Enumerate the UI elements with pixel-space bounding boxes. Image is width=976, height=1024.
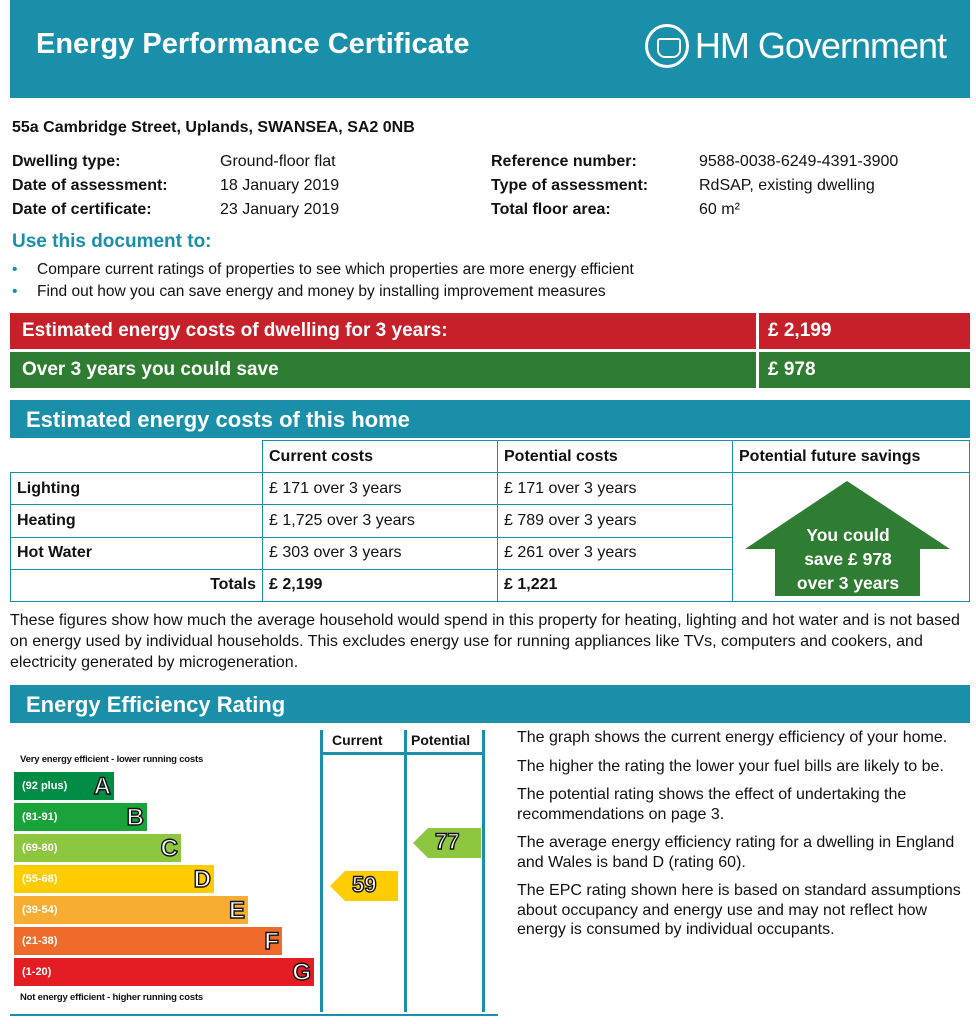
detail-row-floor-area: [491, 198, 898, 222]
list-item: • Find out how you can save energy and money by installing improvement measures: [12, 281, 634, 303]
table-row: [11, 473, 970, 505]
future-savings-cell: [733, 473, 970, 602]
potential-saving-banner: [10, 352, 970, 388]
detail-label: Total floor area:: [491, 201, 611, 218]
detail-value: 60 m²: [699, 201, 740, 218]
detail-label: Type of assessment:: [491, 177, 649, 194]
current-rating-marker: [330, 871, 398, 901]
column-header-divider: [320, 752, 484, 755]
rating-note: The potential rating shows the effect of undertaking the recommendations on page 3.: [517, 786, 907, 823]
potential-saving-label: Over 3 years you could save: [22, 359, 279, 380]
detail-label: Dwelling type:: [12, 153, 121, 170]
column-divider: [482, 730, 485, 1012]
savings-line: You could: [806, 525, 890, 546]
potential-column-header: Potential: [411, 732, 471, 748]
property-address: 55a Cambridge Street, Uplands, SWANSEA, SA2 0NB: [12, 119, 415, 136]
column-header-potential: Potential costs: [498, 441, 733, 473]
totals-label: Totals: [11, 569, 263, 601]
divider: [756, 352, 759, 388]
hm-government-logo: [645, 24, 946, 68]
band-letter: G: [292, 959, 311, 986]
detail-value: 18 January 2019: [220, 177, 340, 194]
band-f: [14, 927, 282, 955]
use-document-list: [12, 259, 634, 303]
band-range: (39-54): [22, 904, 58, 916]
current-cost-cell: £ 171 over 3 years: [263, 473, 498, 505]
table-corner: [11, 441, 263, 473]
detail-label: Date of certificate:: [12, 201, 152, 218]
potential-rating-value: 77: [435, 829, 460, 854]
estimated-cost-banner: [10, 313, 970, 349]
band-letter: F: [264, 928, 279, 955]
rating-note: The EPC rating shown here is based on standard assumptions about occupancy and energy use and may not reflect how energy is consumed by individual occupants.: [517, 882, 961, 938]
band-range: (69-80): [22, 842, 58, 854]
estimated-cost-value: £ 2,199: [768, 320, 832, 341]
current-cost-cell: £ 303 over 3 years: [263, 537, 498, 569]
band-g: [14, 958, 314, 986]
potential-saving-value: £ 978: [768, 359, 816, 380]
column-divider: [404, 730, 407, 1012]
rating-note: The average energy efficiency rating for a dwelling in England and Wales is band D (rating 60).: [517, 834, 955, 871]
detail-label: Reference number:: [491, 153, 637, 170]
costs-explanation: These figures show how much the average household would spend in this property for heating, lighting and hot water and is not based on energy used by individual households. This excludes energy use for running appliances like TVs, computers and cookers, and electricity generated by microgeneration.: [10, 612, 960, 671]
potential-cost-cell: £ 789 over 3 years: [498, 505, 733, 537]
band-range: (92 plus): [22, 780, 68, 792]
detail-value: Ground-floor flat: [220, 153, 336, 170]
divider: [756, 313, 759, 349]
savings-line: over 3 years: [796, 573, 900, 594]
energy-rating-area: [10, 728, 970, 1018]
rating-note: The higher the rating the lower your fuel bills are likely to be.: [517, 757, 944, 775]
column-header-savings: Potential future savings: [733, 441, 970, 473]
savings-line: save £ 978: [804, 549, 892, 570]
band-letter: E: [228, 897, 245, 924]
band-range: (81-91): [22, 811, 58, 823]
page-title: Energy Performance Certificate: [36, 28, 470, 60]
section-heading-rating: Energy Efficiency Rating: [10, 685, 970, 723]
band-c: [14, 834, 181, 862]
detail-row-date-certificate: [12, 198, 339, 222]
band-letter: D: [193, 866, 211, 893]
detail-row-date-assessment: [12, 174, 339, 198]
details-left: [12, 150, 339, 222]
energy-costs-table: [10, 440, 970, 602]
list-item: • Compare current ratings of properties to see which properties are more energy efficient: [12, 259, 634, 281]
table-header-row: [11, 441, 970, 473]
potential-rating-marker: [413, 828, 481, 858]
totals-current: £ 2,199: [263, 569, 498, 601]
detail-row-dwelling-type: [12, 150, 339, 174]
row-label: Hot Water: [11, 537, 263, 569]
royal-crest-icon: [645, 24, 689, 68]
band-range: (21-38): [22, 935, 58, 947]
current-cost-cell: £ 1,725 over 3 years: [263, 505, 498, 537]
savings-message: [773, 523, 923, 595]
estimated-cost-label: Estimated energy costs of dwelling for 3 years:: [22, 320, 448, 341]
current-column-header: Current: [332, 732, 383, 748]
potential-cost-cell: £ 261 over 3 years: [498, 537, 733, 569]
details-right: [491, 150, 898, 222]
rating-notes: [517, 728, 967, 949]
band-e: [14, 896, 248, 924]
efficient-note: Very energy efficient - lower running costs: [20, 754, 204, 765]
energy-rating-chart: [10, 728, 498, 1016]
band-letter: C: [160, 835, 178, 862]
band-b: [14, 803, 147, 831]
rating-note: The graph shows the current energy efficiency of your home.: [517, 729, 948, 746]
band-range: (1-20): [22, 966, 52, 978]
detail-value: 23 January 2019: [220, 201, 340, 218]
header-banner: [10, 0, 970, 98]
band-range: (55-68): [22, 873, 58, 885]
row-label: Lighting: [11, 473, 263, 505]
detail-value: RdSAP, existing dwelling: [699, 177, 875, 194]
band-a: [14, 772, 114, 800]
inefficient-note: Not energy efficient - higher running costs: [20, 992, 204, 1003]
band-letter: B: [126, 804, 144, 831]
totals-potential: £ 1,221: [498, 569, 733, 601]
detail-label: Date of assessment:: [12, 177, 168, 194]
government-label: HM Government: [694, 25, 946, 66]
detail-row-reference: [491, 150, 898, 174]
band-letter: A: [93, 773, 111, 800]
row-label: Heating: [11, 505, 263, 537]
use-document-heading: Use this document to:: [12, 231, 212, 252]
detail-value: 9588-0038-6249-4391-3900: [699, 153, 899, 170]
band-d: [14, 865, 214, 893]
column-header-current: Current costs: [263, 441, 498, 473]
potential-cost-cell: £ 171 over 3 years: [498, 473, 733, 505]
column-divider: [320, 730, 323, 1012]
section-heading-costs: Estimated energy costs of this home: [10, 400, 970, 438]
detail-row-assessment-type: [491, 174, 898, 198]
current-rating-value: 59: [352, 872, 377, 897]
